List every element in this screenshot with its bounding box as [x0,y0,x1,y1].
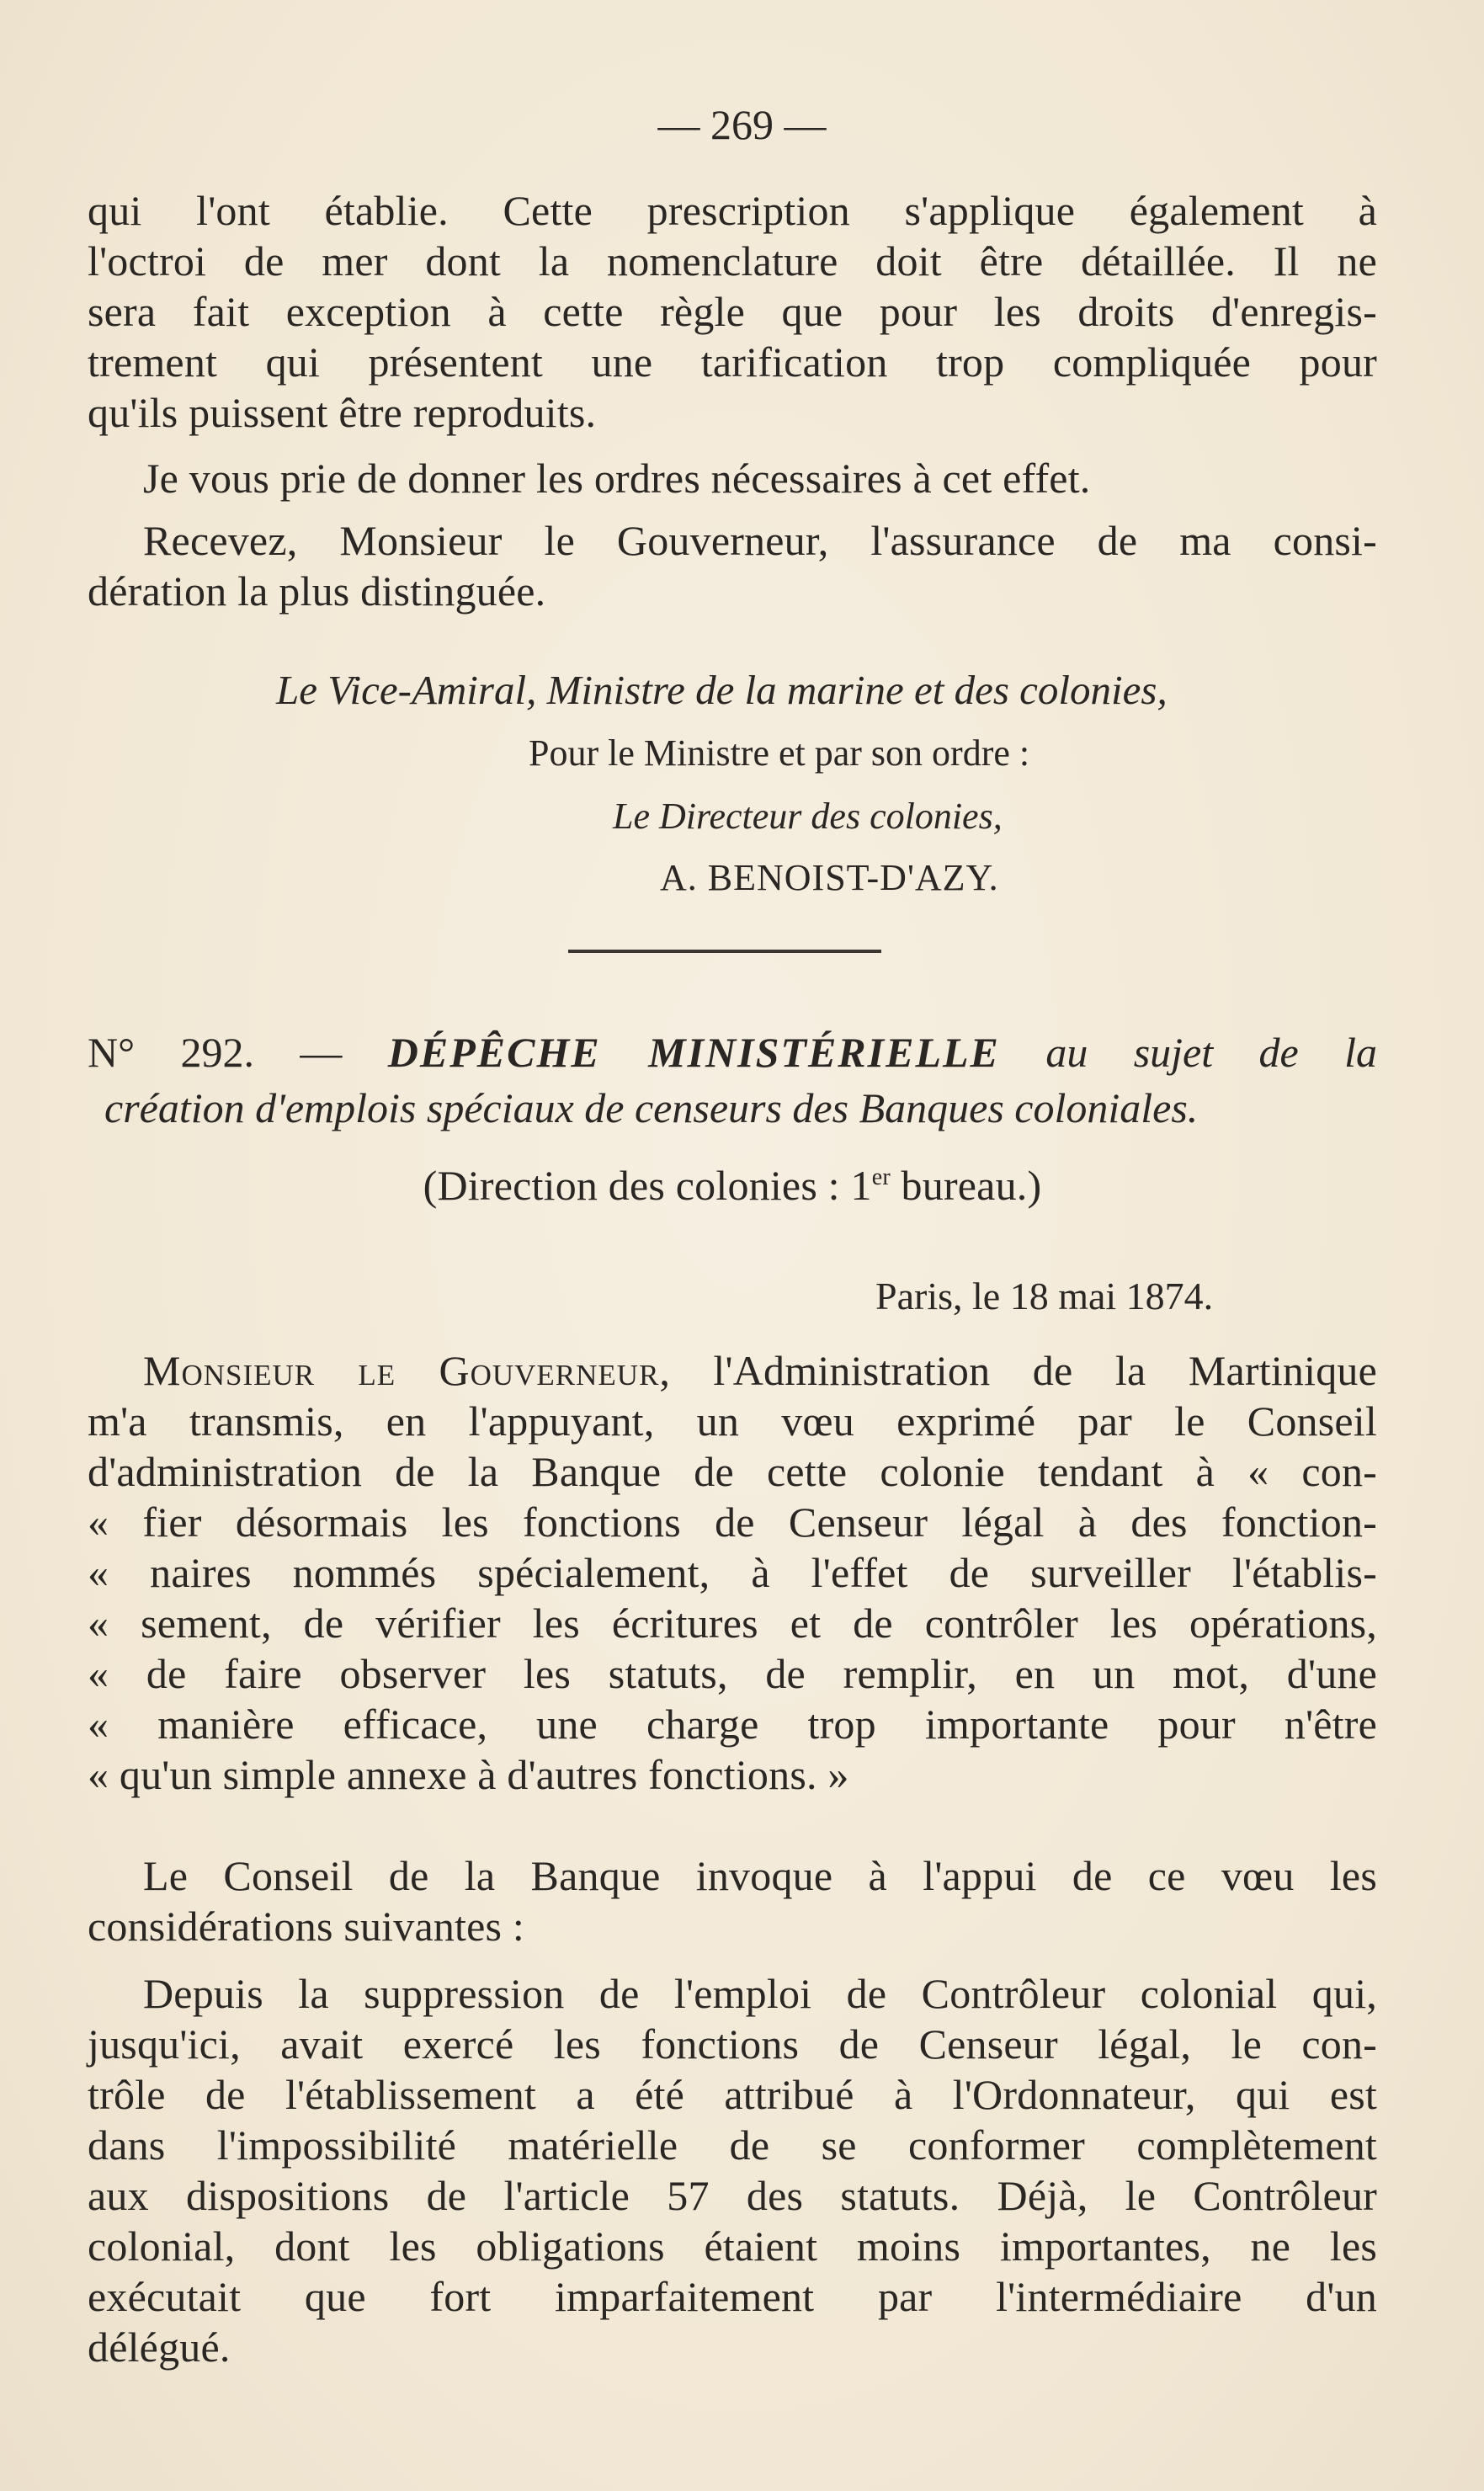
text-line: « manière efficace, une charge trop importante pour n'être [88,1701,1377,1748]
text-line: délégué. [88,2323,231,2371]
text-line: trôle de l'établissement a été attribué à l'Ordonnateur, qui est [88,2071,1377,2118]
paragraph-1 [88,185,1377,438]
salutation-rest: l'Administration de la Martinique [713,1347,1378,1394]
text-line: m'a transmis, en l'appuyant, un vœu exprimé par le Conseil [88,1397,1377,1445]
text-line: exécutait que fort imparfaitement par l'intermédiaire d'un [88,2273,1377,2320]
text-line: colonial, dont les obligations étaient moins importantes, ne les [88,2222,1377,2270]
section-divider [568,950,881,953]
text-line: « fier désormais les fonctions de Censeur légal à des fonction- [88,1498,1377,1546]
text-line: dans l'impossibilité matérielle de se conformer complètement [88,2121,1377,2169]
text-line: Recevez, Monsieur le Gouverneur, l'assurance de ma consi- [143,517,1377,564]
paragraph-4 [88,1345,1377,1800]
direction-line [88,1160,1377,1211]
text-line [88,1345,1377,1396]
text-line: « sement, de vérifier les écritures et de contrôler les opérations, [88,1599,1377,1647]
text-line: d'administration de la Banque de cette colonie tendant à « con- [88,1448,1377,1495]
text-line: Depuis la suppression de l'emploi de Contrôleur colonial qui, [143,1970,1377,2017]
text-line: Le Conseil de la Banque invoque à l'appui de ce vœu les [143,1852,1377,1899]
text-line: trement qui présentent une tarification trop compliquée pour [88,338,1377,386]
text-line: l'octroi de mer dont la nomenclature doit être détaillée. Il ne [88,237,1377,285]
paragraph-6 [88,1968,1377,2372]
paragraph-2 [88,453,1377,503]
direction-superscript: er [871,1164,891,1190]
signature-director: Le Directeur des colonies, [613,796,1003,837]
page-number: — 269 — [657,101,827,148]
document-heading [88,1025,1377,1136]
text-line: dération la plus distinguée. [88,567,546,615]
heading-line-1 [88,1025,1377,1080]
direction-text-end: bureau.) [890,1162,1042,1209]
direction-text: (Direction des colonies : 1 [423,1162,872,1209]
heading-title: DÉPÊCHE MINISTÉRIELLE [387,1029,1000,1076]
text-line: Je vous prie de donner les ordres nécessaires à cet effet. [143,455,1091,502]
text-line: « qu'un simple annexe à d'autres fonctions. » [88,1751,849,1798]
signature-name: A. BENOIST-D'AZY. [660,857,999,898]
text-line: sera fait exception à cette règle que pour les droits d'enregis- [88,288,1377,335]
salutation: Monsieur le Gouverneur, [143,1347,671,1394]
paragraph-3 [88,515,1377,616]
text-line: considérations suivantes : [88,1903,524,1950]
text-line: qui l'ont établie. Cette prescription s'applique également à [88,187,1377,234]
signature-order: Pour le Ministre et par son ordre : [529,732,1030,774]
paragraph-5 [88,1850,1377,1951]
heading-line-2: création d'emplois spéciaux de censeurs des Banques coloniales. [104,1084,1199,1131]
text-line: aux dispositions de l'article 57 des statuts. Déjà, le Contrôleur [88,2172,1377,2219]
heading-subject: au sujet de la [1045,1029,1378,1076]
dateline: Paris, le 18 mai 1874. [875,1275,1214,1317]
text-line: « naires nommés spécialement, à l'effet de surveiller l'établis- [88,1549,1377,1596]
text-line: qu'ils puissent être reproduits. [88,389,597,436]
text-line: jusqu'ici, avait exercé les fonctions de Censeur légal, le con- [88,2020,1377,2068]
heading-number: N° 292. — [88,1029,343,1076]
text-line: « de faire observer les statuts, de remplir, en un mot, d'une [88,1650,1377,1697]
signature-title: Le Vice-Amiral, Ministre de la marine et des colonies, [276,667,1168,713]
